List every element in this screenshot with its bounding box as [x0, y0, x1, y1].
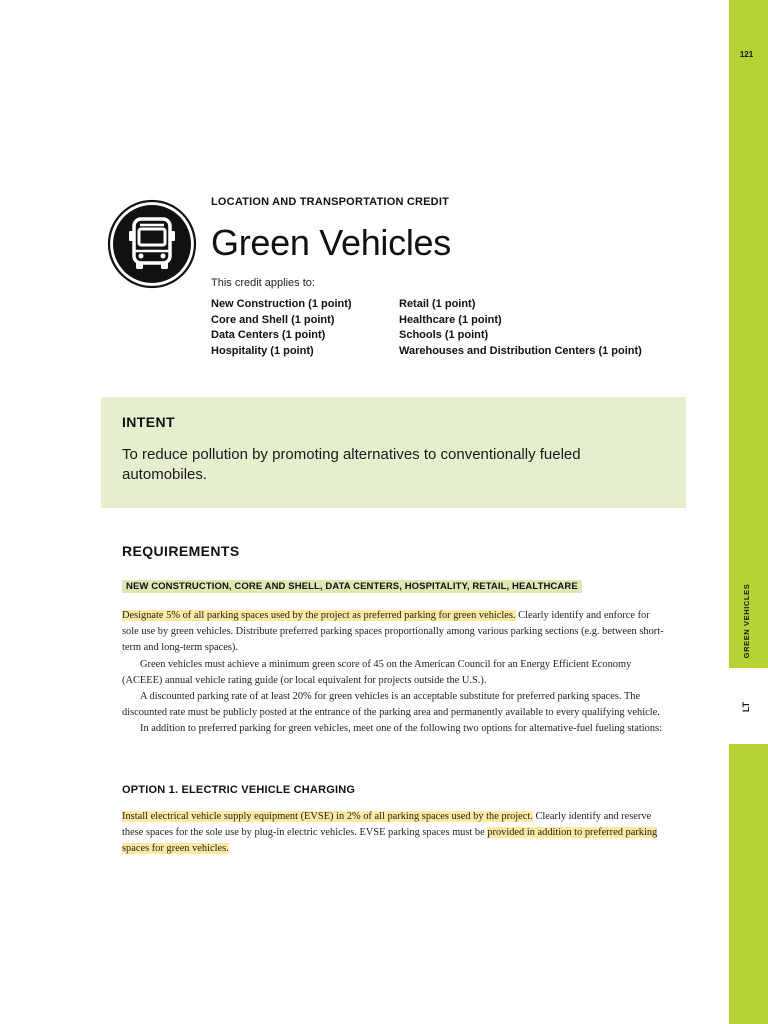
option-1-body	[122, 809, 664, 858]
requirements-heading: REQUIREMENTS	[122, 543, 240, 559]
sidebar-section-label: GREEN VEHICLES	[742, 583, 751, 659]
paragraph-text: Clearly identify and reserve these spaces for the sole use by plug-in electric vehicles. EVSE parking spaces must be	[122, 811, 652, 839]
requirements-paragraph: In addition to preferred parking for green vehicles, meet one of the following two options for alternative-fuel fueling stations:	[140, 723, 662, 735]
requirements-paragraph: A discounted parking rate of at least 20% for green vehicles is an acceptable substitute for preferred parking spaces. The discounted rate must be publicly posted at the entrance of the parking area and permanently available to every qualifying vehicle.	[122, 691, 660, 719]
applies-to-label: This credit applies to:	[211, 277, 315, 289]
requirements-paragraph: Green vehicles must achieve a minimum green score of 45 on the American Council for an Energy Efficient Economy (ACEEE) annual vehicle rating guide (or local equivalent for projects outside the U.S.).	[122, 658, 632, 686]
requirements-subheading: NEW CONSTRUCTION, CORE AND SHELL, DATA CENTERS, HOSPITALITY, RETAIL, HEALTHCARE	[122, 580, 582, 593]
intent-heading: INTENT	[122, 414, 175, 430]
rating-item: Healthcare (1 point)	[399, 313, 502, 326]
sidebar-section-code: LT	[741, 701, 751, 713]
sidebar-tab-bottom	[729, 744, 768, 1024]
bus-icon	[107, 199, 197, 289]
paragraph-text: Clearly identify and enforce for sole use by green vehicles. Distribute preferred parking spaces proportionally among various parking sections (e.g. between short-term and long-term spaces).	[122, 610, 664, 654]
intent-text: To reduce pollution by promoting alternatives to conventionally fueled automobiles.	[122, 446, 581, 483]
highlighted-text: provided in addition to preferred parking spaces for green vehicles.	[122, 827, 658, 855]
rating-item: Core and Shell (1 point)	[211, 313, 335, 326]
highlighted-text: Designate 5% of all parking spaces used by the project as preferred parking for green vehicles.	[122, 610, 516, 621]
requirements-body	[122, 608, 664, 738]
rating-item: Data Centers (1 point)	[211, 329, 326, 342]
rating-systems-right	[399, 297, 642, 360]
page-title: Green Vehicles	[211, 222, 451, 263]
intent-box	[101, 397, 686, 508]
rating-item: Schools (1 point)	[399, 329, 489, 342]
rating-item: Hospitality (1 point)	[211, 345, 314, 358]
rating-item: Retail (1 point)	[399, 298, 476, 310]
requirements-paragraph	[122, 608, 664, 657]
rating-systems-left	[211, 297, 352, 360]
highlighted-text: Install electrical vehicle supply equipment (EVSE) in 2% of all parking spaces used by the project.	[122, 811, 533, 822]
option-1-heading: OPTION 1. ELECTRIC VEHICLE CHARGING	[122, 784, 356, 796]
credit-category: LOCATION AND TRANSPORTATION CREDIT	[211, 196, 449, 208]
page-number: 121	[739, 50, 754, 59]
option-paragraph	[122, 809, 664, 858]
rating-item: New Construction (1 point)	[211, 298, 352, 310]
rating-item: Warehouses and Distribution Centers (1 point)	[399, 345, 642, 358]
